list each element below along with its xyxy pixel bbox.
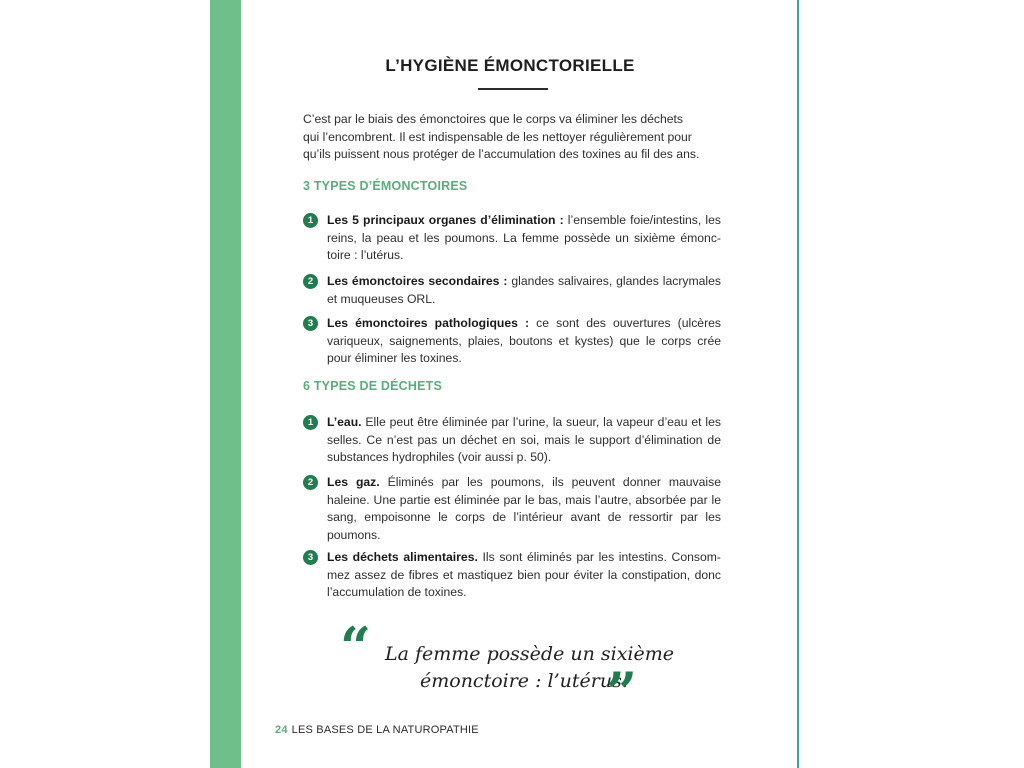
running-footer-label: LES BASES DE LA NATUROPATHIE	[291, 724, 479, 736]
list-item-text	[327, 549, 721, 602]
close-quote-mark: ”	[606, 660, 638, 724]
number-badge: 2	[303, 475, 318, 490]
pull-quote-line: La femme possède un sixième	[385, 643, 675, 665]
list-item-lead: Les gaz.	[327, 475, 380, 489]
list-item	[303, 315, 721, 368]
list-item-body: glandes salivaires, glandes lacrymales et muqueuses ORL.	[327, 274, 722, 306]
list-item-lead: Les émonctoires pathologiques :	[327, 316, 530, 330]
list-item-text	[327, 414, 721, 467]
list-item-body: Éliminés par les poumons, ils peuvent donner mauvaise haleine. Une partie est éliminée par le bas, mais l’autre, absorbée par le sang, empoisonne le corps de l’intérieur avant de ressortir par les poumons.	[327, 475, 721, 542]
list-item-text	[327, 474, 721, 544]
section-heading-dechets: 6 TYPES DE DÉCHETS	[303, 379, 443, 393]
number-badge: 3	[303, 316, 318, 331]
section-heading-emonctoires: 3 TYPES D’ÉMONCTOIRES	[303, 179, 468, 193]
number-badge: 2	[303, 274, 318, 289]
intro-paragraph	[303, 111, 721, 164]
list-item-body: ce sont des ouvertures (ulcères variqueux, saignements, plaies, boutons et kystes) que le corps crée pour éliminer les toxines.	[327, 316, 721, 365]
list-item	[303, 212, 721, 265]
title-underline	[478, 88, 548, 90]
list-item-text	[327, 212, 721, 265]
page-title: L’HYGIÈNE ÉMONCTORIELLE	[385, 56, 635, 75]
page-footer	[275, 724, 479, 736]
number-badge: 3	[303, 550, 318, 565]
left-green-band	[210, 0, 241, 768]
intro-line: qu’ils puissent nous protéger de l’accumulation des toxines au fil des ans.	[303, 147, 700, 161]
intro-line: qui l’encombrent. Il est indispensable de les nettoyer régulièrement pour	[303, 129, 692, 144]
list-item-body: Ils sont éliminés par les intestins. Consom-mez assez de fibres et mastiquez bien pour éviter la constipation, donc l’accumulation de toxines.	[327, 550, 721, 599]
list-item-text	[327, 273, 721, 308]
open-quote-mark: “	[340, 615, 372, 679]
list-item	[303, 474, 721, 544]
page-number: 24	[275, 724, 288, 736]
intro-line: C’est par le biais des émonctoires que le corps va éliminer les déchets	[303, 112, 684, 126]
pull-quote-line: émonctoire : l’utérus.	[420, 670, 628, 692]
page-edge-rule	[797, 0, 799, 768]
list-item	[303, 273, 721, 308]
list-item-lead: Les 5 principaux organes d’élimination :	[327, 213, 564, 227]
list-item-lead: Les déchets alimentaires.	[327, 550, 478, 564]
list-item-text	[327, 315, 721, 368]
list-item-lead: L’eau.	[327, 415, 362, 429]
number-badge: 1	[303, 415, 318, 430]
number-badge: 1	[303, 213, 318, 228]
list-item-body: Elle peut être éliminée par l’urine, la sueur, la vapeur d’eau et les selles. Ce n’est pas un déchet en soi, mais le support d’élimination de substances hydrophiles (voir aussi p. 50).	[327, 415, 721, 464]
list-item	[303, 549, 721, 602]
list-item	[303, 414, 721, 467]
list-item-body: l’ensemble foie/intestins, les reins, la peau et les poumons. La femme possède un sixième émonc-toire : l’utérus.	[327, 213, 721, 262]
list-item-lead: Les émonctoires secondaires :	[327, 274, 508, 288]
